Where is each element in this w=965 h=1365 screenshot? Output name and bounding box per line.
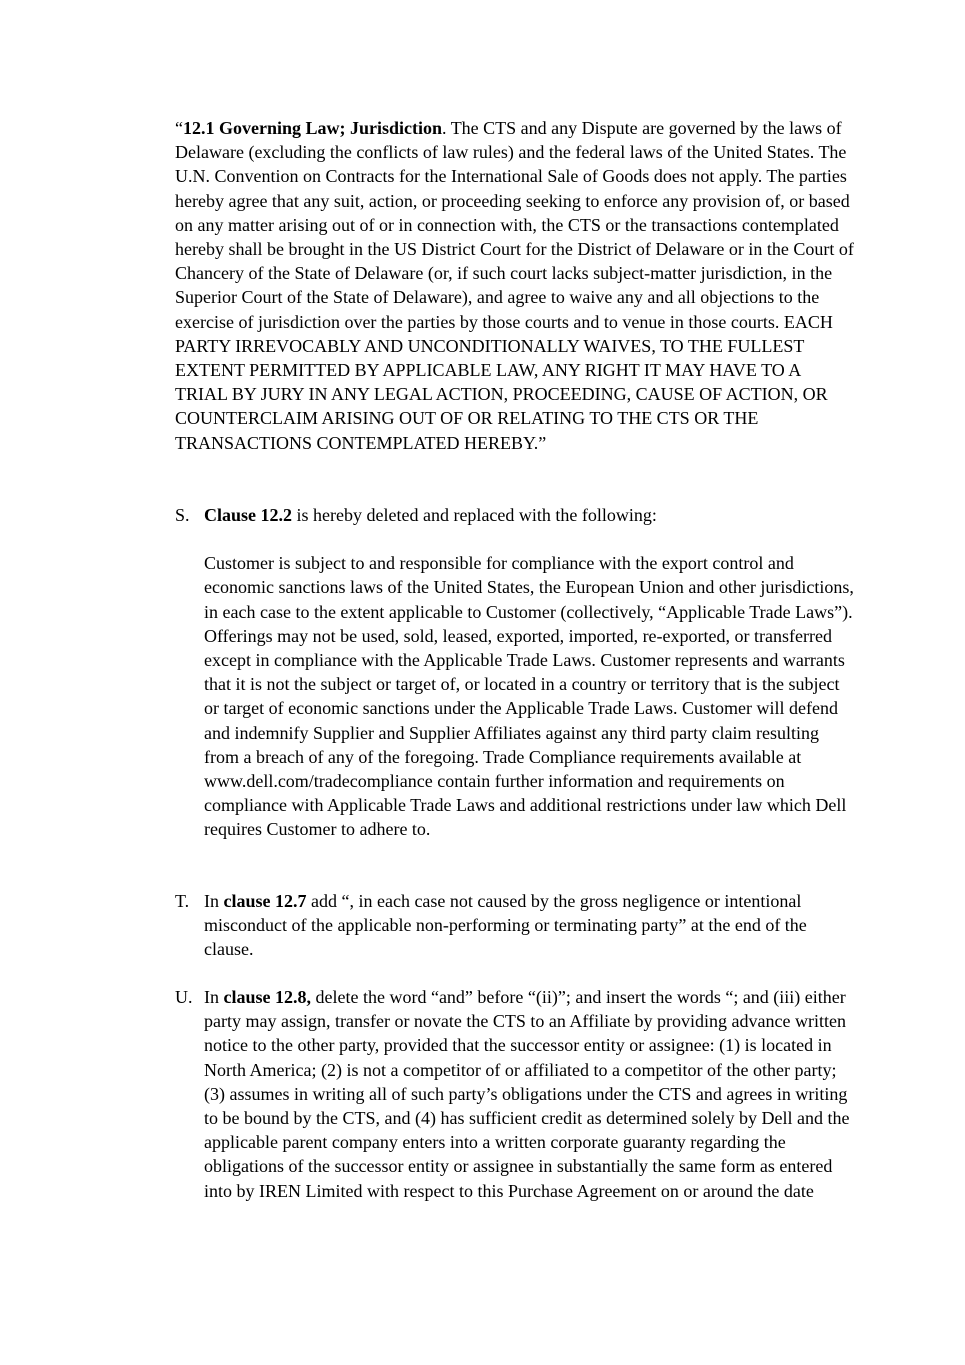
item-s-intro: is hereby deleted and replaced with the following: [292, 505, 657, 525]
item-t-prefix: In [204, 891, 224, 911]
item-u-paragraph [204, 985, 855, 1203]
item-s [175, 503, 855, 842]
item-t-text: add “, in each case not caused by the gross negligence or intentional misconduct of the applicable non-performing or terminating party” at the end of the clause. [204, 891, 807, 960]
open-quote: “ [175, 118, 183, 138]
item-s-body [204, 503, 855, 842]
item-s-replacement-text: Customer is subject to and responsible for compliance with the export control and economic sanctions laws of the United States, the European Union and other jurisdictions, in each case to the extent applicable to Customer (collectively, “Applicable Trade Laws”). Offerings may not be used, sold, leased, exported, imported, re-exported, or transferred except in compliance with the Applicable Trade Laws. Customer represents and warrants that it is not the subject or target of, or located in a country or territory that is the subject or target of economic sanctions under the Applicable Trade Laws. Customer will defend and indemnify Supplier and Supplier Affiliates against any third party claim resulting from a breach of any of the foregoing. Trade Compliance requirements available at www.dell.com/tradecompliance contain further information and requirements on compliance with Applicable Trade Laws and additional restrictions under law which Dell requires Customer to adhere to. [204, 553, 854, 840]
section-12-1-text: . The CTS and any Dispute are governed by the laws of Delaware (excluding the conflicts of law rules) and the federal laws of the United States. The U.N. Convention on Contracts for the International Sale of Goods does not apply. The parties hereby agree that any suit, action, or proceeding seeking to enforce any provision of, or based on any matter arising out of or in connection with, the CTS or the transactions contemplated hereby shall be brought in the US District Court for the District of Delaware or in the Court of Chancery of the State of Delaware (or, if such court lacks subject-matter jurisdiction, in the Superior Court of the State of Delaware), and agree to waive any and all objections to the exercise of jurisdiction over the parties by those courts and to venue in those courts. EACH PARTY IRREVOCABLY AND UNCONDITIONALLY WAIVES, TO THE FULLEST EXTENT PERMITTED BY APPLICABLE LAW, ANY RIGHT IT MAY HAVE TO A TRIAL BY JURY IN ANY LEGAL ACTION, PROCEEDING, CAUSE OF ACTION, OR COUNTERCLAIM ARISING OUT OF OR RELATING TO THE CTS OR THE TRANSACTIONS CONTEMPLATED HEREBY.” [175, 118, 854, 453]
item-u-body [204, 985, 855, 1203]
section-12-1-paragraph [175, 116, 855, 455]
item-s-letter: S. [175, 505, 190, 525]
item-t-paragraph [204, 889, 855, 962]
item-u-letter: U. [175, 987, 193, 1007]
item-u-clause-ref: clause 12.8, [223, 987, 311, 1007]
item-u-text: delete the word “and” before “(ii)”; and insert the words “; and (iii) either party may assign, transfer or novate the CTS to an Affiliate by providing advance written notice to the other party, provided that the successor entity or assignee: (1) is located in North America; (2) is not a competitor of or affiliated to a competitor of the other party; (3) assumes in writing all of such party’s obligations under the CTS and agrees in writing to be bound by the CTS, and (4) has sufficient credit as determined solely by Dell and the applicable parent company enters into a written corporate guaranty regarding the obligations of the successor entity or assignee in substantially the same form as entered into by IREN Limited with respect to this Purchase Agreement on or around the date [204, 987, 850, 1201]
item-s-clause-ref: Clause 12.2 [204, 505, 293, 525]
item-s-intro-paragraph [204, 503, 855, 527]
item-t-body [204, 889, 855, 962]
item-t-letter: T. [175, 891, 190, 911]
section-12-1 [175, 116, 855, 455]
item-u [175, 985, 855, 1203]
item-u-prefix: In [204, 987, 224, 1007]
section-12-1-heading: 12.1 Governing Law; Jurisdiction [183, 118, 443, 138]
item-t [175, 889, 855, 962]
item-t-clause-ref: clause 12.7 [223, 891, 307, 911]
